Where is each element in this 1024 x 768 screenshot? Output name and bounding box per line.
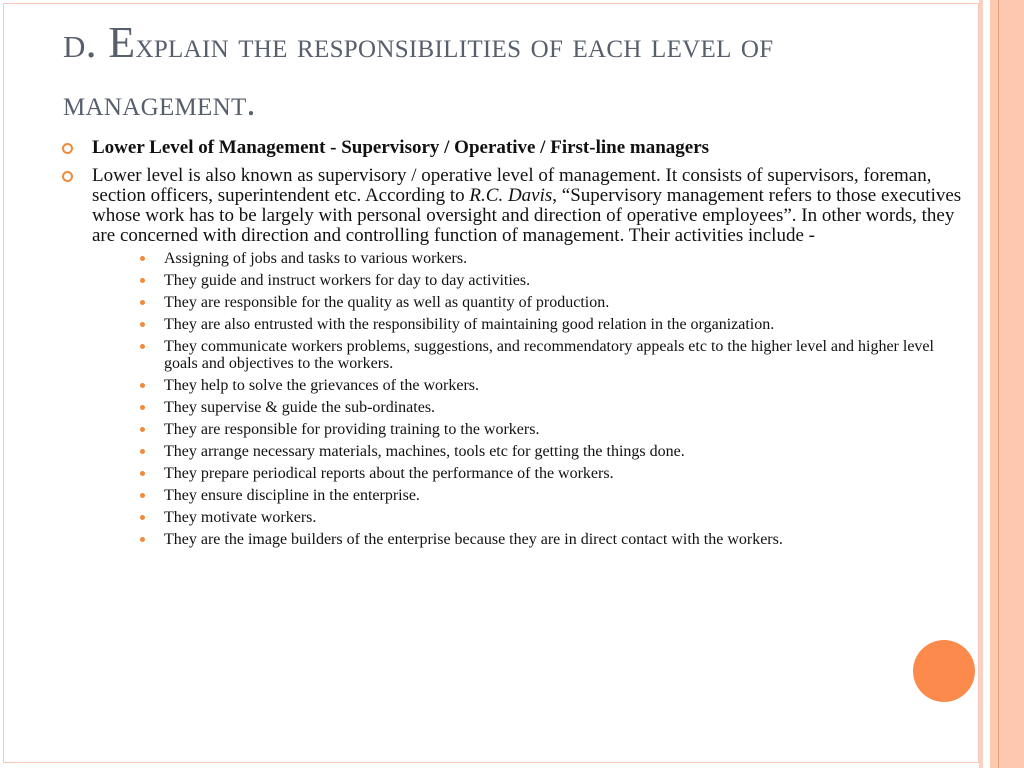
bullet-text: Lower level is also known as supervisory / operative level of management. It consists of supervisors, foreman, section officers, superintendent etc. According to [92, 165, 932, 206]
activity-item [134, 250, 962, 267]
activity-text: They are also entrusted with the responsibility of maintaining good relation in the organization. [164, 316, 775, 333]
bullet-dot-icon [140, 515, 145, 520]
activity-text: They prepare periodical reports about the performance of the workers. [164, 465, 614, 482]
activities-list [92, 250, 962, 548]
bullet-ring-icon [62, 171, 73, 182]
activity-item [134, 509, 962, 526]
bullet-dot-icon [140, 278, 145, 283]
decor-circle [913, 640, 975, 702]
bullet-dot-icon [140, 344, 145, 349]
bullet-dot-icon [140, 322, 145, 327]
activity-item [134, 399, 962, 416]
activity-item [134, 272, 962, 289]
activity-text: They communicate workers problems, suggestions, and recommendatory appeals etc to the higher level and higher level goals and objectives to the workers. [164, 338, 934, 372]
bullet-dot-icon [140, 300, 145, 305]
bullet-dot-icon [140, 256, 145, 261]
activity-text: They ensure discipline in the enterprise. [164, 487, 420, 504]
activity-text: They supervise & guide the sub-ordinates. [164, 399, 436, 416]
bullet-dot-icon [140, 383, 145, 388]
bullet-description [62, 166, 962, 548]
activity-text: Assigning of jobs and tasks to various workers. [164, 250, 468, 267]
decor-stripe [999, 0, 1024, 768]
bullet-heading [62, 138, 962, 158]
bullet-text: , “Supervisory management refers to those executives whose work has to be largely with personal oversight and direction of operative employees”. In other words, they are concerned with direction and controlling function of management. Their activities include - [92, 185, 962, 246]
activity-text: They arrange necessary materials, machines, tools etc for getting the things done. [164, 443, 685, 460]
bullet-dot-icon [140, 405, 145, 410]
activity-item [134, 465, 962, 482]
activity-text: They are responsible for the quality as well as quantity of production. [164, 294, 610, 311]
bullet-dot-icon [140, 493, 145, 498]
slide-content [62, 138, 962, 556]
slide-title [63, 14, 923, 132]
activity-item [134, 294, 962, 311]
activity-item [134, 377, 962, 394]
activity-text: They help to solve the grievances of the workers. [164, 377, 480, 394]
author-name: R.C. Davis [469, 185, 553, 206]
activity-item [134, 487, 962, 504]
activity-item [134, 443, 962, 460]
bullet-dot-icon [140, 427, 145, 432]
decor-stripe [990, 0, 998, 768]
bullet-dot-icon [140, 537, 145, 542]
activity-item [134, 338, 962, 372]
activity-text: They are responsible for providing training to the workers. [164, 421, 540, 438]
activity-text: They are the image builders of the enterprise because they are in direct contact with the workers. [164, 531, 783, 548]
title-rest: xplain the responsibilities of each level of management. [63, 25, 774, 123]
decor-stripe [979, 0, 983, 768]
title-lead: d. E [63, 18, 136, 67]
activity-item [134, 531, 962, 548]
activity-item [134, 316, 962, 333]
bullet-ring-icon [62, 143, 73, 154]
bullet-text: Lower Level of Management - Supervisory / Operative / First-line managers [92, 137, 710, 158]
activity-text: They guide and instruct workers for day to day activities. [164, 272, 531, 289]
bullet-dot-icon [140, 471, 145, 476]
activity-item [134, 421, 962, 438]
bullet-dot-icon [140, 449, 145, 454]
activity-text: They motivate workers. [164, 509, 317, 526]
